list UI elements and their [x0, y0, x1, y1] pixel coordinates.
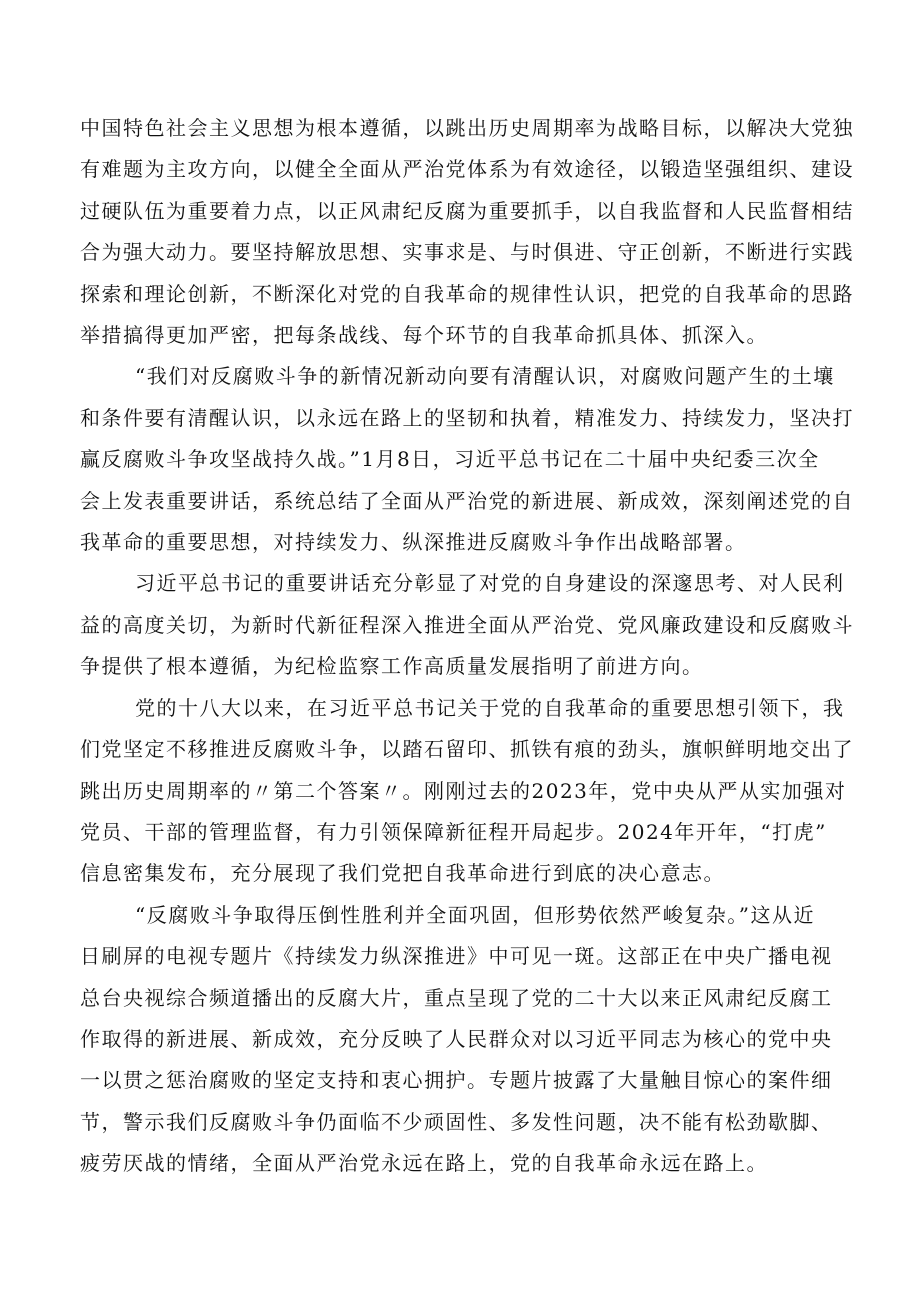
- text-line: 益的高度关切，为新时代新征程深入推进全面从严治党、党风廉政建设和反腐败斗: [80, 612, 854, 637]
- document-body: [80, 108, 856, 1185]
- text-line: “反腐败斗争取得压倒性胜利并全面巩固，但形势依然严峻复杂。”这从近: [135, 902, 815, 927]
- text-line: 一以贯之惩治腐败的坚定支持和衷心拥护。专题片披露了大量触目惊心的案件细: [80, 1068, 833, 1093]
- text-line: 党员、干部的管理监督，有力引领保障新征程开局起步。2024年开年，“打虎”: [80, 819, 827, 844]
- paragraph-3: [80, 563, 856, 687]
- text-line: 争提供了根本遵循，为纪检监察工作高质量发展指明了前进方向。: [80, 654, 704, 679]
- text-line: 有难题为主攻方向，以健全全面从严治党体系为有效途径，以锻造坚强组织、建设: [80, 157, 854, 182]
- text-line: 日刷屏的电视专题片《持续发力纵深推进》中可见一斑。这部正在中央广播电视: [80, 944, 833, 969]
- text-line: 党的十八大以来，在习近平总书记关于党的自我革命的重要思想引领下，我: [135, 695, 845, 720]
- text-line: “我们对反腐败斗争的新情况新动向要有清醒认识，对腐败问题产生的土壤: [135, 364, 835, 389]
- paragraph-2: [80, 356, 856, 563]
- text-line: 我革命的重要思想，对持续发力、纵深推进反腐败斗争作出战略部署。: [80, 530, 747, 555]
- text-line: 节，警示我们反腐败斗争仍面临不少顽固性、多发性问题，决不能有松劲歇脚、: [80, 1109, 833, 1134]
- text-line: 们党坚定不移推进反腐败斗争，以踏石留印、抓铁有痕的劲头，旗帜鲜明地交出了: [80, 737, 854, 762]
- text-line: 疲劳厌战的情绪，全面从严治党永远在路上，党的自我革命永远在路上。: [80, 1151, 768, 1176]
- text-line: 跳出历史周期率的〃第二个答案〃。刚刚过去的2023年，党中央从严从实加强对: [80, 778, 847, 803]
- paragraph-4: [80, 688, 856, 895]
- text-line: 习近平总书记的重要讲话充分彰显了对党的自身建设的深邃思考、对人民利: [135, 571, 845, 596]
- text-line: 会上发表重要讲话，系统总结了全面从严治党的新进展、新成效，深刻阐述党的自: [80, 488, 854, 513]
- text-line: 中国特色社会主义思想为根本遵循，以跳出历史周期率为战略目标，以解决大党独: [80, 116, 854, 140]
- text-line: 和条件要有清醒认识，以永远在路上的坚韧和执着，精准发力、持续发力，坚决打: [80, 405, 854, 430]
- text-line: 过硬队伍为重要着力点，以正风肃纪反腐为重要抓手，以自我监督和人民监督相结: [80, 198, 854, 223]
- text-line: 总台央视综合频道播出的反腐大片，重点呈现了党的二十大以来正风肃纪反腐工: [80, 985, 833, 1010]
- paragraph-1: [80, 108, 856, 356]
- text-line: 信息密集发布，充分展现了我们党把自我革命进行到底的决心意志。: [80, 861, 725, 886]
- paragraph-5: [80, 895, 856, 1185]
- text-line: 作取得的新进展、新成效，充分反映了人民群众对以习近平同志为核心的党中央: [80, 1026, 833, 1051]
- text-line: 探索和理论创新，不断深化对党的自我革命的规律性认识，把党的自我革命的思路: [80, 281, 854, 306]
- text-line: 合为强大动力。要坚持解放思想、实事求是、与时俱进、守正创新，不断进行实践: [80, 240, 854, 265]
- text-line: 举措搞得更加严密，把每条战线、每个环节的自我革命抓具体、抓深入。: [80, 323, 768, 348]
- text-line: 赢反腐败斗争攻坚战持久战。”1月8日，习近平总书记在二十届中央纪委三次全: [80, 447, 820, 472]
